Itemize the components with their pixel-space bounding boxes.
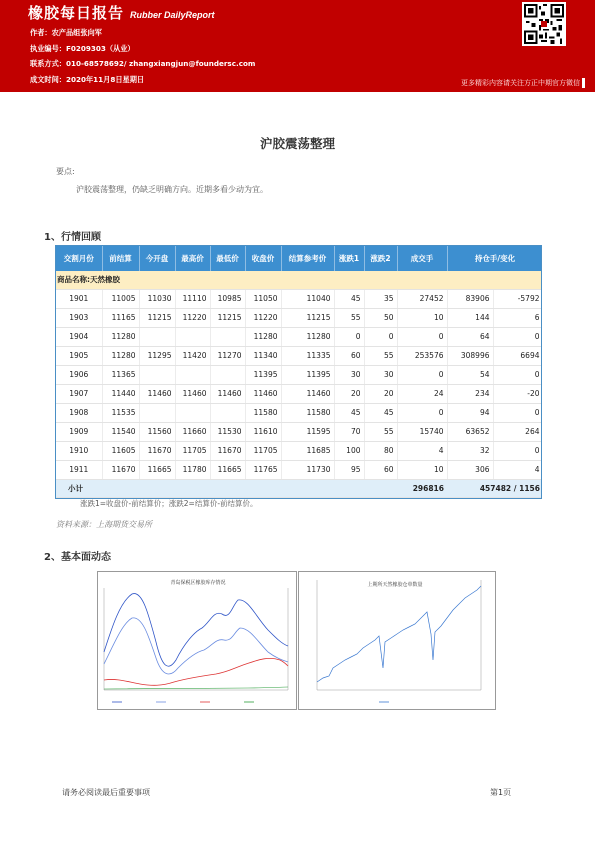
- table-cell: 11340: [245, 346, 281, 365]
- table-cell: 11215: [281, 308, 334, 327]
- table-cell: [139, 403, 175, 422]
- table-cell: 11605: [102, 441, 139, 460]
- table-cell: 11705: [175, 441, 210, 460]
- key-points-text: 沪胶震荡整理，仍缺乏明确方向。近期多看少动为宜。: [76, 185, 268, 194]
- table-cell: [210, 365, 245, 384]
- table-cell: 1909: [56, 422, 102, 441]
- total-row: [56, 479, 542, 497]
- table-cell: 11365: [102, 365, 139, 384]
- col-header: 前结算: [102, 246, 139, 271]
- page-title: 沪胶震荡整理: [259, 136, 335, 151]
- report-title-en: Rubber DailyReport: [130, 10, 215, 20]
- table-cell: 11440: [102, 384, 139, 403]
- table-cell: 60: [364, 460, 397, 479]
- table-cell: 0: [493, 403, 542, 422]
- table-cell: 308996: [447, 346, 493, 365]
- arrow-icon: [582, 78, 585, 88]
- table-cell: 264: [493, 422, 542, 441]
- table-cell: 0: [397, 365, 447, 384]
- page-number: 第1页: [490, 788, 512, 797]
- table-cell: 234: [447, 384, 493, 403]
- table-cell: 11220: [175, 308, 210, 327]
- table-cell: 32: [447, 441, 493, 460]
- table-cell: 11030: [139, 289, 175, 308]
- table-cell: 30: [334, 365, 364, 384]
- table-cell: [139, 327, 175, 346]
- table-cell: 11395: [245, 365, 281, 384]
- table-cell: 55: [364, 346, 397, 365]
- col-header: 今开盘: [139, 246, 175, 271]
- table-cell: 11460: [245, 384, 281, 403]
- table-cell: [210, 327, 245, 346]
- table-cell: 0: [493, 327, 542, 346]
- author-info: [30, 25, 255, 87]
- table-row: [56, 441, 542, 460]
- table-cell: 50: [364, 308, 397, 327]
- table-cell: 11535: [102, 403, 139, 422]
- table-cell: [175, 403, 210, 422]
- table-cell: 11460: [139, 384, 175, 403]
- table-cell: 1906: [56, 365, 102, 384]
- table-cell: 0: [334, 327, 364, 346]
- table-cell: [175, 365, 210, 384]
- table-cell: 1901: [56, 289, 102, 308]
- table-cell: 11215: [210, 308, 245, 327]
- table-cell: 1911: [56, 460, 102, 479]
- table-cell: 11335: [281, 346, 334, 365]
- table-cell: 11165: [102, 308, 139, 327]
- market-table: [55, 245, 542, 499]
- table-cell: 54: [447, 365, 493, 384]
- table-cell: 11540: [102, 422, 139, 441]
- table-cell: 11685: [281, 441, 334, 460]
- table-cell: 94: [447, 403, 493, 422]
- section-market-review: 1、行情回顾: [44, 232, 101, 243]
- table-cell: 80: [364, 441, 397, 460]
- report-title-cn: 橡胶每日报告: [28, 4, 125, 22]
- data-source: 资料来源：上海期货交易所: [56, 520, 152, 529]
- table-cell: 11280: [245, 327, 281, 346]
- table-cell: 45: [334, 403, 364, 422]
- table-cell: 63652: [447, 422, 493, 441]
- table-cell: [175, 327, 210, 346]
- col-header: 最高价: [175, 246, 210, 271]
- table-cell: 11295: [139, 346, 175, 365]
- table-cell: 45: [364, 403, 397, 422]
- table-cell: -20: [493, 384, 542, 403]
- table-cell: 20: [334, 384, 364, 403]
- table-cell: 11665: [210, 460, 245, 479]
- table-cell: 95: [334, 460, 364, 479]
- table-cell: 144: [447, 308, 493, 327]
- footer-disclaimer: 请务必阅读最后重要事项: [62, 788, 150, 797]
- table-cell: 35: [364, 289, 397, 308]
- table-row: [56, 289, 542, 308]
- col-header: 涨跌1: [334, 246, 364, 271]
- table-cell: 15740: [397, 422, 447, 441]
- chart-qingdao-inventory: [97, 571, 297, 710]
- table-cell: 55: [334, 308, 364, 327]
- table-cell: 11220: [245, 308, 281, 327]
- col-header: 涨跌2: [364, 246, 397, 271]
- table-cell: 10: [397, 308, 447, 327]
- table-cell: 0: [493, 365, 542, 384]
- table-cell: 11050: [245, 289, 281, 308]
- table-cell: 1905: [56, 346, 102, 365]
- table-row: [56, 460, 542, 479]
- table-row: [56, 384, 542, 403]
- col-header: 成交手: [397, 246, 447, 271]
- table-cell: 27452: [397, 289, 447, 308]
- table-cell: 11270: [210, 346, 245, 365]
- table-header-row: [56, 246, 542, 271]
- table-cell: 11460: [210, 384, 245, 403]
- group-label: 商品名称:天然橡胶: [56, 271, 542, 289]
- table-cell: [139, 365, 175, 384]
- table-cell: [210, 403, 245, 422]
- table-cell: 11780: [175, 460, 210, 479]
- license-number: 执业编号：F0209303（从业）: [30, 43, 135, 53]
- table-row: [56, 422, 542, 441]
- chart-shfe-warrants: [298, 571, 496, 710]
- col-header: 结算参考价: [281, 246, 334, 271]
- table-cell: 60: [334, 346, 364, 365]
- table-cell: 11530: [210, 422, 245, 441]
- author: 作者：农产品组张向军: [30, 28, 102, 37]
- table-cell: 6694: [493, 346, 542, 365]
- table-cell: 11765: [245, 460, 281, 479]
- table-cell: 10: [397, 460, 447, 479]
- table-cell: 4: [397, 441, 447, 460]
- table-cell: 11280: [102, 327, 139, 346]
- table-cell: 253576: [397, 346, 447, 365]
- table-cell: 30: [364, 365, 397, 384]
- table-cell: 11705: [245, 441, 281, 460]
- table-cell: 11595: [281, 422, 334, 441]
- table-row: [56, 346, 542, 365]
- table-cell: 11280: [102, 346, 139, 365]
- report-header: [0, 0, 595, 92]
- table-cell: 55: [364, 422, 397, 441]
- table-cell: 10985: [210, 289, 245, 308]
- follow-wechat[interactable]: [461, 78, 585, 88]
- total-open-interest: 457482 / 1156: [447, 479, 542, 497]
- table-cell: 83906: [447, 289, 493, 308]
- table-cell: 11670: [210, 441, 245, 460]
- table-cell: 0: [397, 327, 447, 346]
- table-cell: 24: [397, 384, 447, 403]
- table-cell: 4: [493, 460, 542, 479]
- col-header: 交割月份: [56, 246, 102, 271]
- table-cell: 11420: [175, 346, 210, 365]
- table-cell: 11460: [175, 384, 210, 403]
- table-cell: 11215: [139, 308, 175, 327]
- table-cell: 0: [493, 441, 542, 460]
- follow-text: 更多精彩内容请关注方正中期官方微信: [461, 79, 580, 87]
- report-date: 成文时间：2020年11月8日星期日: [30, 74, 145, 84]
- table-cell: -5792: [493, 289, 542, 308]
- table-cell: 11665: [139, 460, 175, 479]
- table-cell: 1903: [56, 308, 102, 327]
- table-cell: 11580: [281, 403, 334, 422]
- table-cell: 11670: [102, 460, 139, 479]
- total-volume: 296816: [397, 479, 447, 497]
- table-cell: 64: [447, 327, 493, 346]
- formula-note: 涨跌1=收盘价-前结算价；涨跌2=结算价-前结算价。: [80, 499, 258, 508]
- col-header: 持仓手/变化: [447, 246, 542, 271]
- brand: [28, 2, 215, 23]
- table-cell: 1910: [56, 441, 102, 460]
- table-row: [56, 308, 542, 327]
- table-cell: 11730: [281, 460, 334, 479]
- table-row: [56, 403, 542, 422]
- table-cell: 11580: [245, 403, 281, 422]
- chart1-title: 青岛保税区橡胶库存情况: [170, 580, 226, 586]
- table-cell: 100: [334, 441, 364, 460]
- group-row: [56, 271, 542, 289]
- qr-code-icon: [522, 2, 566, 46]
- table-cell: 11040: [281, 289, 334, 308]
- table-cell: 20: [364, 384, 397, 403]
- table-cell: 1907: [56, 384, 102, 403]
- table-cell: 11560: [139, 422, 175, 441]
- chart2-title: 上期所天然橡胶仓单数量: [367, 582, 423, 588]
- table-cell: 11110: [175, 289, 210, 308]
- table-cell: 11460: [281, 384, 334, 403]
- table-cell: 70: [334, 422, 364, 441]
- col-header: 收盘价: [245, 246, 281, 271]
- table-cell: 11395: [281, 365, 334, 384]
- table-cell: 11660: [175, 422, 210, 441]
- col-header: 最低价: [210, 246, 245, 271]
- table-cell: 0: [397, 403, 447, 422]
- section-fundamentals: 2、基本面动态: [44, 552, 111, 563]
- table-cell: 1908: [56, 403, 102, 422]
- table-cell: 45: [334, 289, 364, 308]
- table-cell: 11005: [102, 289, 139, 308]
- table-cell: 11610: [245, 422, 281, 441]
- table-row: [56, 327, 542, 346]
- key-points-label: 要点:: [56, 167, 75, 176]
- table-cell: 11670: [139, 441, 175, 460]
- total-label: 小计: [56, 479, 397, 497]
- table-cell: 0: [364, 327, 397, 346]
- table-cell: 1904: [56, 327, 102, 346]
- table-cell: 306: [447, 460, 493, 479]
- table-cell: 6: [493, 308, 542, 327]
- table-row: [56, 365, 542, 384]
- contact: 联系方式：010-68578692/ zhangxiangjun@foundersc.com: [30, 59, 256, 68]
- table-cell: 11280: [281, 327, 334, 346]
